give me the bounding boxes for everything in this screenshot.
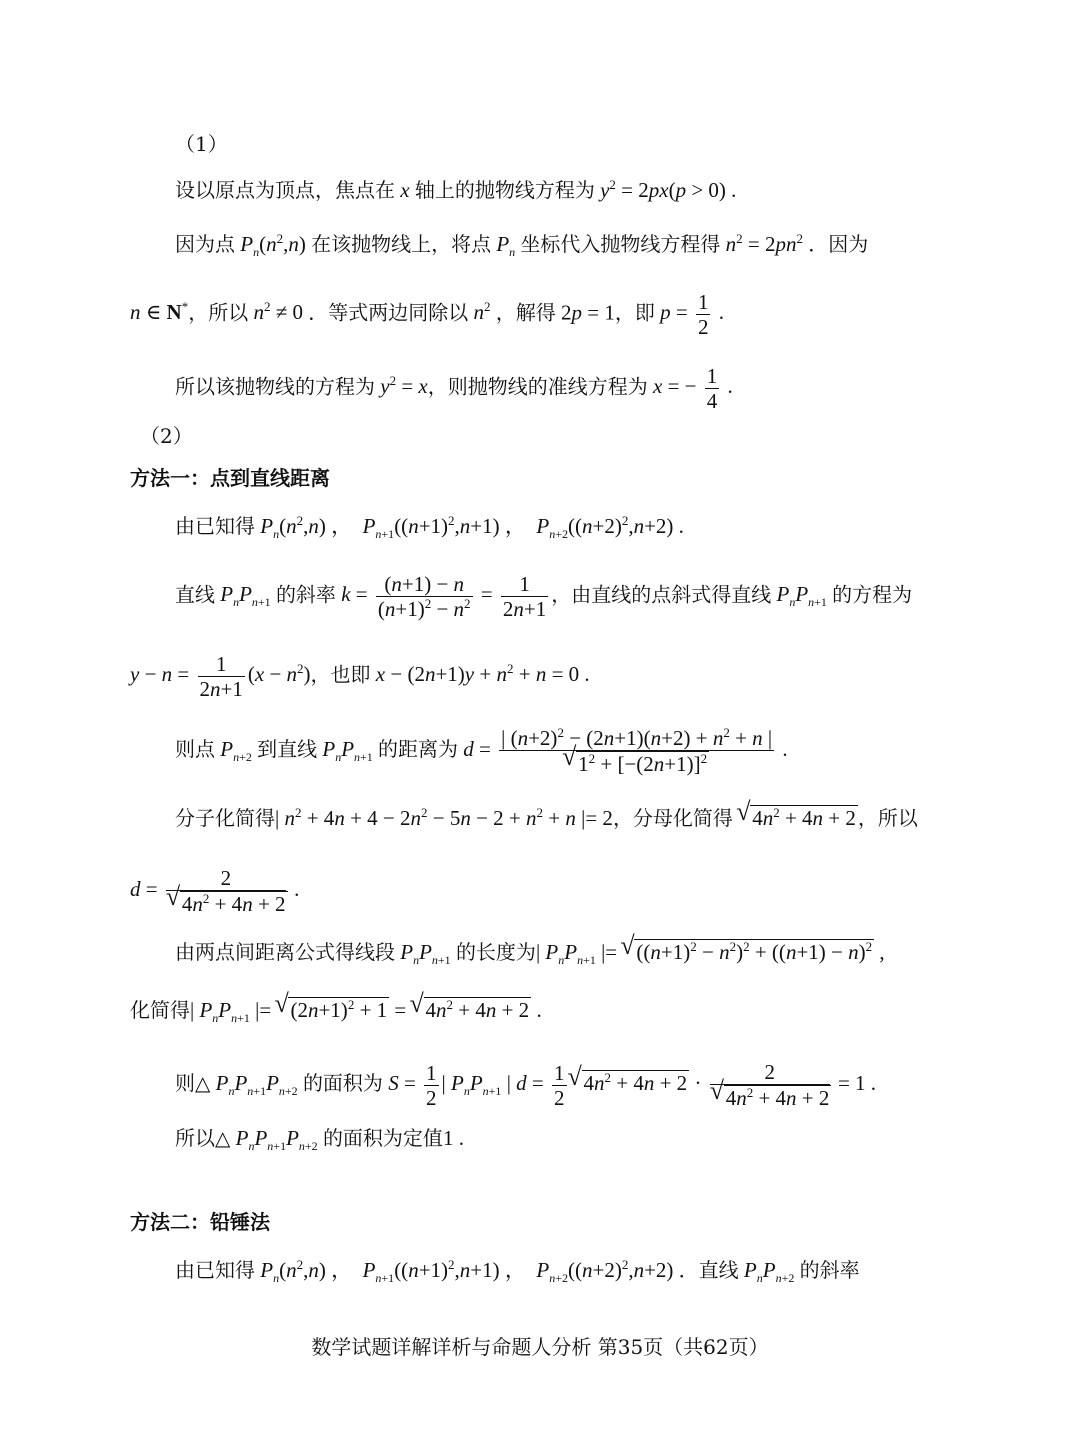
paragraph-substitute: 因为点 $P_n(n^2,n)$ 在该抛物线上，将点 $P_n$ 坐标代入抛物线方程得 $n^2 = 2pn^2$ ．因为	[175, 231, 869, 260]
method-1-title: 方法一：点到直线距离	[130, 466, 330, 490]
paragraph-segment-length: 由两点间距离公式得线段 $P_nP_{n+1}$ 的长度为| $P_nP_{n+1}$ |= √ $((n+1)^2 - n^2)^2 + ((n+1) - n)^2$ ,	[0, 938, 1080, 966]
paragraph-slope: 直线 $P_nP_{n+1}$ 的斜率 k = $\frac{(n+1) - n}{(n+1)^2 - n^2}$ = $\frac{1}{2n+1}$ ，由直线的点斜式得直线 $P_nP_{n+1}$ 的方程为	[175, 572, 913, 621]
paragraph-area: 则△ $P_nP_{n+1}P_{n+2}$ 的面积为 S = $\frac{1}{2}$ | $P_nP_{n+1}$ | d = $\frac{1}{2}$ √ $4n^2 + 4n + 2$ · 2 √ $4n^2 + 4n + 2$ = 1 .	[0, 1060, 1080, 1110]
part-1-label: （1）	[175, 132, 228, 156]
paragraph-directrix: 所以该抛物线的方程为 $y^2 = x$，则抛物线的准线方程为 x = − $\frac{1}{4}$ .	[175, 364, 733, 413]
part-2-label: （2）	[140, 424, 193, 448]
paragraph-line-equation: y − n = $\frac{1}{2n+1}$ $(x - n^2)$，也即 $x - (2n+1)y + n^2 + n = 0$ .	[130, 652, 590, 701]
paragraph-simplify: 分子化简得| $n^2 + 4n + 4 - 2n^2 - 5n - 2 + n^2 + n$ |= 2，分母化简得 √ $4n^2 + 4n + 2$ ，所以	[0, 804, 1080, 832]
paragraph-solve-p: n ∈ N*，所以 $n^2 \ne 0$ ．等式两边同除以 $n^2$ ，解得 2p = 1，即 p = $\frac{1}{2}$ .	[130, 290, 724, 339]
paragraph-d-result: d = 2 √ $4n^2 + 4n + 2$ .	[0, 866, 1080, 916]
paragraph-length-result: 化简得| $P_nP_{n+1}$ |= √ $(2n+1)^2 + 1$ = √ $4n^2 + 4n + 2$ .	[0, 996, 1080, 1024]
paragraph-conclusion: 所以△ $P_nP_{n+1}P_{n+2}$ 的面积为定值1 .	[175, 1126, 464, 1154]
paragraph-points: 由已知得 $P_n(n^2,n)$ ， $P_{n+1}((n+1)^2,n+1)$ ， $P_{n+2}((n+2)^2,n+2)$ .	[175, 513, 684, 542]
page-footer: 数学试题详解详析与命题人分析 第35页（共62页）	[311, 1335, 769, 1359]
method-2-title: 方法二：铅锤法	[130, 1210, 270, 1234]
paragraph-method-2: 由已知得 $P_n(n^2,n)$ ， $P_{n+1}((n+1)^2,n+1)$ ， $P_{n+2}((n+2)^2,n+2)$ ．直线 $P_nP_{n+2}$ 的斜率	[175, 1257, 860, 1286]
paragraph-setup: 设以原点为顶点，焦点在 x 轴上的抛物线方程为 $y^2 = 2px(p > 0)$ .	[175, 177, 737, 202]
paragraph-distance: 则点 $P_{n+2}$ 到直线 $P_nP_{n+1}$ 的距离为 d = | $(n+2)^2 - (2n+1)(n+2) + n^2 + n$ | √ $1^2 + [-(2n+1)]^2$ .	[0, 726, 1080, 776]
